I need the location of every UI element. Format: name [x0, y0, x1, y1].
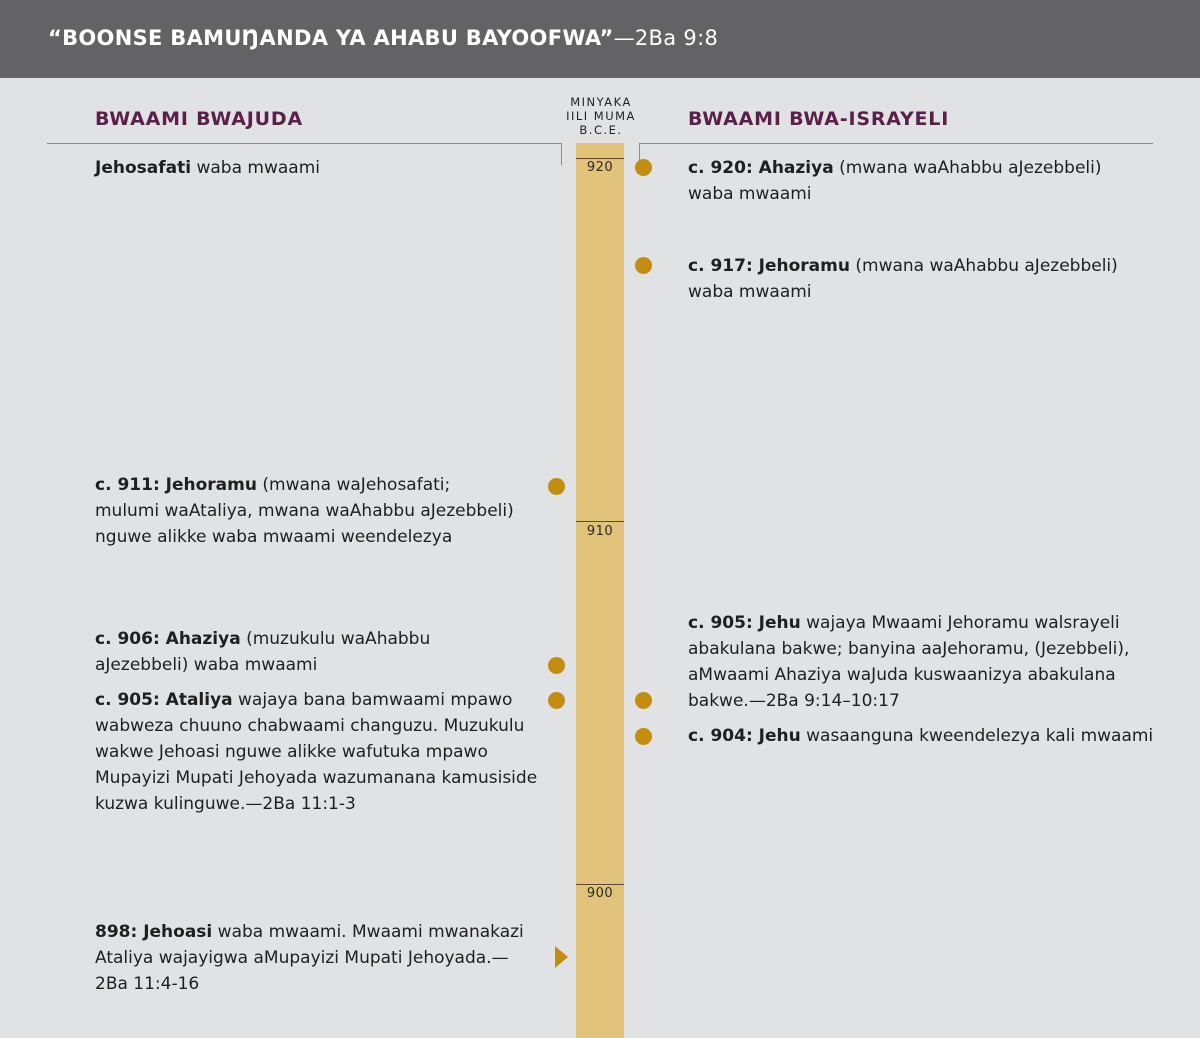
tick-label-900: 900 [586, 886, 614, 901]
judah-marker-905 [548, 692, 565, 709]
tick-label-920: 920 [586, 160, 614, 175]
tick-910 [576, 521, 624, 522]
right-heading-rule [639, 143, 1153, 144]
judah-event-911 [95, 472, 515, 550]
israel-event-904 [688, 723, 1158, 749]
israel-event-917 [688, 253, 1128, 305]
event-text: (muzukulu waAhabbu aJezebbeli) waba mwaami [95, 629, 431, 675]
israel-marker-905 [635, 692, 652, 709]
axis-label-line: MINYAKA [570, 95, 632, 109]
event-date-name: Jehosafati [95, 158, 192, 178]
judah-heading: BWAAMI BWAJUDA [95, 108, 303, 130]
axis-label [556, 95, 646, 137]
israel-event-920 [688, 155, 1128, 207]
event-text: (mwana waJehosafati; mulumi waAtaliya, mwana waAhabbu aJezebbeli) nguwe alikke waba mwaami weendelezya [95, 475, 514, 547]
event-text: waba mwaami [191, 158, 320, 178]
event-date-name: c. 917: Jehoramu [688, 256, 850, 276]
israel-marker-917 [635, 257, 652, 274]
event-text: wajaya bana bamwaami mpawo wabweza chuuno chabwaami changuzu. Muzukulu wakwe Jehoasi nguwe alikke wafutuka mpawo Mupayizi Mupati Jehoyada wazumanana kamusiside kuzwa kulinguwe.—2Ba 11:1-3 [95, 690, 538, 814]
israel-event-905 [688, 610, 1138, 714]
event-date-name: 898: Jehoasi [95, 922, 213, 942]
event-date-name: c. 920: Ahaziya [688, 158, 834, 178]
left-rule-end [561, 143, 562, 165]
judah-marker-911 [548, 478, 565, 495]
judah-event-906 [95, 626, 525, 678]
header-band [0, 0, 1200, 78]
event-text: (mwana waAhabbu aJezebbeli) waba mwaami [688, 158, 1102, 204]
israel-heading: BWAAMI BWA-ISRAYELI [688, 108, 950, 130]
title-text: “BOONSE BAMUŊANDA YA AHABU BAYOOFWA” [48, 26, 614, 50]
event-date-name: c. 911: Jehoramu [95, 475, 257, 495]
judah-event-905 [95, 687, 540, 817]
event-date-name: c. 906: Ahaziya [95, 629, 241, 649]
tick-label-910: 910 [586, 524, 614, 539]
event-text: waba mwaami. Mwaami mwanakazi Ataliya wajayigwa aMupayizi Mupati Jehoyada.—2Ba 11:4-16 [95, 922, 524, 994]
page-title [48, 26, 718, 50]
timeline-bar [576, 143, 624, 1038]
title-reference: —2Ba 9:8 [613, 26, 719, 50]
judah-marker-906 [548, 657, 565, 674]
left-heading-rule [47, 143, 561, 144]
judah-marker-898-arrow [555, 946, 568, 968]
axis-label-line: IILI MUMA [566, 109, 636, 123]
israel-marker-904 [635, 728, 652, 745]
axis-label-line: B.C.E. [579, 123, 623, 137]
event-date-name: c. 905: Jehu [688, 613, 801, 633]
event-text: wasaanguna kweendelezya kali mwaami [800, 726, 1154, 746]
judah-event-jehosafati [95, 155, 535, 181]
event-date-name: c. 905: Ataliya [95, 690, 233, 710]
tick-920 [576, 158, 624, 159]
tick-900 [576, 884, 624, 885]
event-text: wajaya Mwaami Jehoramu walsrayeli abakulana bakwe; banyina aaJehoramu, (Jezebbeli), aMwaami Ahaziya waJuda kuswaanizya abakulana bakwe.—2Ba 9:14–10:17 [688, 613, 1130, 711]
event-date-name: c. 904: Jehu [688, 726, 801, 746]
event-text: (mwana waAhabbu aJezebbeli) waba mwaami [688, 256, 1118, 302]
israel-marker-920 [635, 159, 652, 176]
judah-event-898 [95, 919, 535, 997]
